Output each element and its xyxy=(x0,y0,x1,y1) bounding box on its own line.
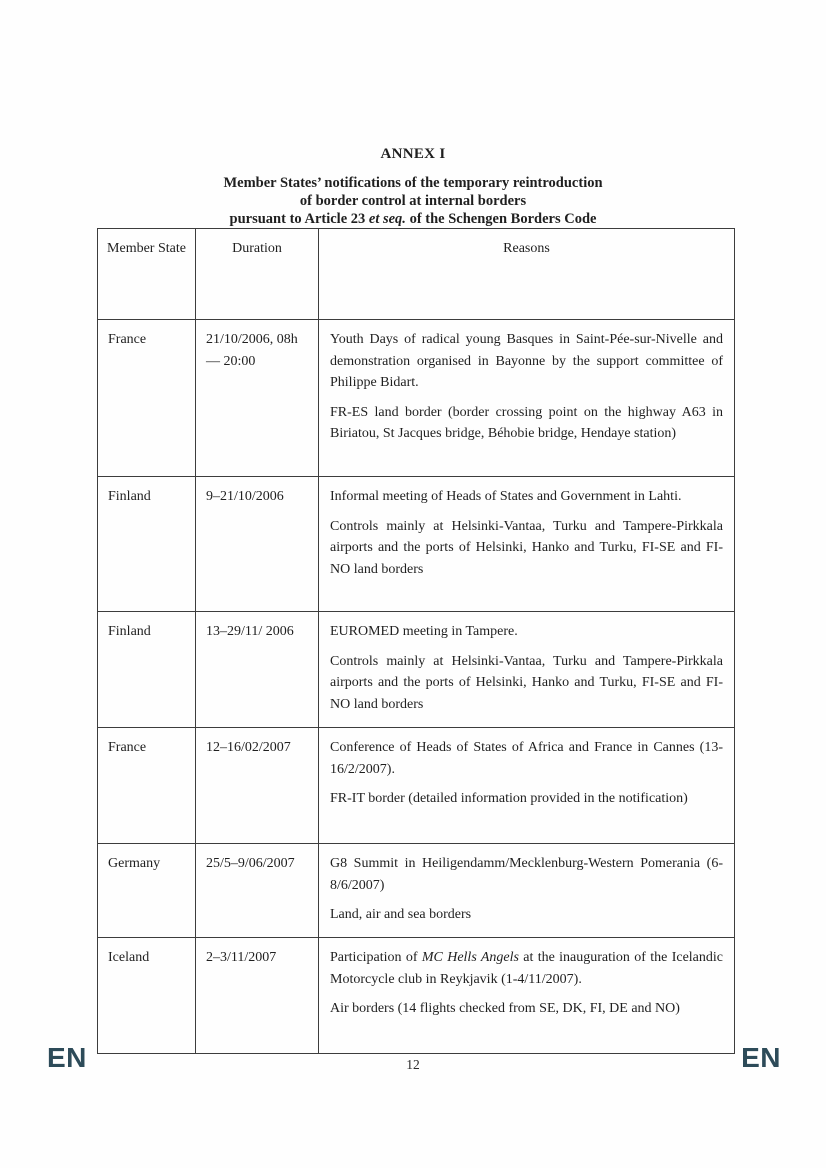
subtitle-line-3-italic: et seq. xyxy=(368,211,406,227)
reason-paragraph xyxy=(330,737,723,780)
reason-paragraph xyxy=(330,947,723,990)
table-row xyxy=(98,728,735,844)
reason-text-segment: MC Hells Angels xyxy=(421,950,519,965)
reason-text-segment: EUROMED meeting in Tampere. xyxy=(330,624,518,639)
notifications-table xyxy=(97,228,735,1054)
reason-text-segment: Air borders (14 flights checked from SE, DK, FI, DE and NO) xyxy=(330,1001,680,1016)
footer-language-code-left: EN xyxy=(47,1042,87,1073)
page-number: 12 xyxy=(406,1057,420,1072)
table-head xyxy=(98,229,735,320)
annex-title: ANNEX I xyxy=(380,146,446,162)
reason-text-segment: Land, air and sea borders xyxy=(330,907,472,922)
duration-line: 9–21/10/2006 xyxy=(206,489,284,504)
reason-paragraph xyxy=(330,904,723,926)
header-row xyxy=(98,229,735,320)
table-body xyxy=(98,320,735,1054)
duration-cell xyxy=(196,477,319,612)
column-header: Reasons xyxy=(319,229,735,320)
duration-line: 21/10/2006, 08h xyxy=(206,332,298,347)
table-row xyxy=(98,612,735,728)
document-subtitle xyxy=(0,174,826,228)
column-header: Duration xyxy=(196,229,319,320)
reason-text-segment: FR-ES land border (border crossing point on the highway A63 in Biriatou, St Jacques bridge, Béhobie bridge, Hendaye station) xyxy=(330,404,723,441)
reason-text-segment: Youth Days of radical young Basques in Saint-Pée-sur-Nivelle and demonstration organised in Bayonne by the support committee of Philippe Bidart. xyxy=(330,332,723,390)
reason-paragraph xyxy=(330,621,723,643)
reason-paragraph xyxy=(330,402,723,445)
reason-text-segment: Controls mainly at Helsinki-Vantaa, Turku and Tampere-Pirkkala airports and the ports of Helsinki, Hanko and Turku, FI-SE and FI-NO land borders xyxy=(330,518,723,577)
reasons-cell xyxy=(319,612,735,728)
reasons-cell xyxy=(319,938,735,1054)
footer-language-code-right: EN xyxy=(741,1042,781,1073)
duration-line: 2–3/11/2007 xyxy=(206,950,277,965)
subtitle-line-2: of border control at internal borders xyxy=(299,193,527,209)
reason-text-segment: Conference of Heads of States of Africa and France in Cannes (13-16/2/2007). xyxy=(330,740,723,777)
reason-text-segment: Participation of xyxy=(330,950,422,965)
reason-paragraph xyxy=(330,486,723,508)
reason-text-segment: at the inauguration of the Icelandic Motorcycle club in Reykjavik (1-4/11/2007). xyxy=(330,950,723,987)
member-state-cell: France xyxy=(98,728,196,844)
duration-line: 13–29/11/ 2006 xyxy=(206,624,294,639)
reason-paragraph xyxy=(330,651,723,716)
member-state-cell: Finland xyxy=(98,477,196,612)
member-state-cell: Finland xyxy=(98,612,196,728)
member-state-cell: Germany xyxy=(98,844,196,938)
reason-text-segment: G8 Summit in Heiligendamm/Mecklenburg-Western Pomerania (6-8/6/2007) xyxy=(330,856,723,893)
reason-paragraph xyxy=(330,516,723,581)
column-header: Member State xyxy=(98,229,196,320)
subtitle-line-3 xyxy=(0,210,826,228)
reason-paragraph xyxy=(330,329,723,394)
table-row xyxy=(98,320,735,477)
duration-line: 25/5–9/06/2007 xyxy=(206,856,295,871)
reason-text-segment: Informal meeting of Heads of States and Government in Lahti. xyxy=(330,489,682,504)
subtitle-line-1: Member States’ notifications of the temporary reintroduction xyxy=(223,175,603,191)
reason-paragraph xyxy=(330,998,723,1020)
reasons-cell xyxy=(319,728,735,844)
duration-line: 12–16/02/2007 xyxy=(206,740,291,755)
duration-cell xyxy=(196,612,319,728)
table-row xyxy=(98,938,735,1054)
member-state-cell: Iceland xyxy=(98,938,196,1054)
table-row xyxy=(98,844,735,938)
subtitle-line-3-suffix: of the Schengen Borders Code xyxy=(405,211,597,227)
member-state-cell: France xyxy=(98,320,196,477)
reason-paragraph xyxy=(330,788,723,810)
table-row xyxy=(98,477,735,612)
subtitle-line-3-prefix: pursuant to Article 23 xyxy=(229,211,369,227)
reason-text-segment: FR-IT border (detailed information provided in the notification) xyxy=(330,791,688,806)
reasons-cell xyxy=(319,477,735,612)
duration-cell xyxy=(196,844,319,938)
reason-text-segment: Controls mainly at Helsinki-Vantaa, Turku and Tampere-Pirkkala airports and the ports of Helsinki, Hanko and Turku, FI-SE and FI-NO land borders xyxy=(330,653,723,712)
duration-cell xyxy=(196,320,319,477)
duration-line: — 20:00 xyxy=(206,353,256,369)
reasons-cell xyxy=(319,844,735,938)
reasons-cell xyxy=(319,320,735,477)
duration-cell xyxy=(196,728,319,844)
duration-cell xyxy=(196,938,319,1054)
reason-paragraph xyxy=(330,853,723,896)
